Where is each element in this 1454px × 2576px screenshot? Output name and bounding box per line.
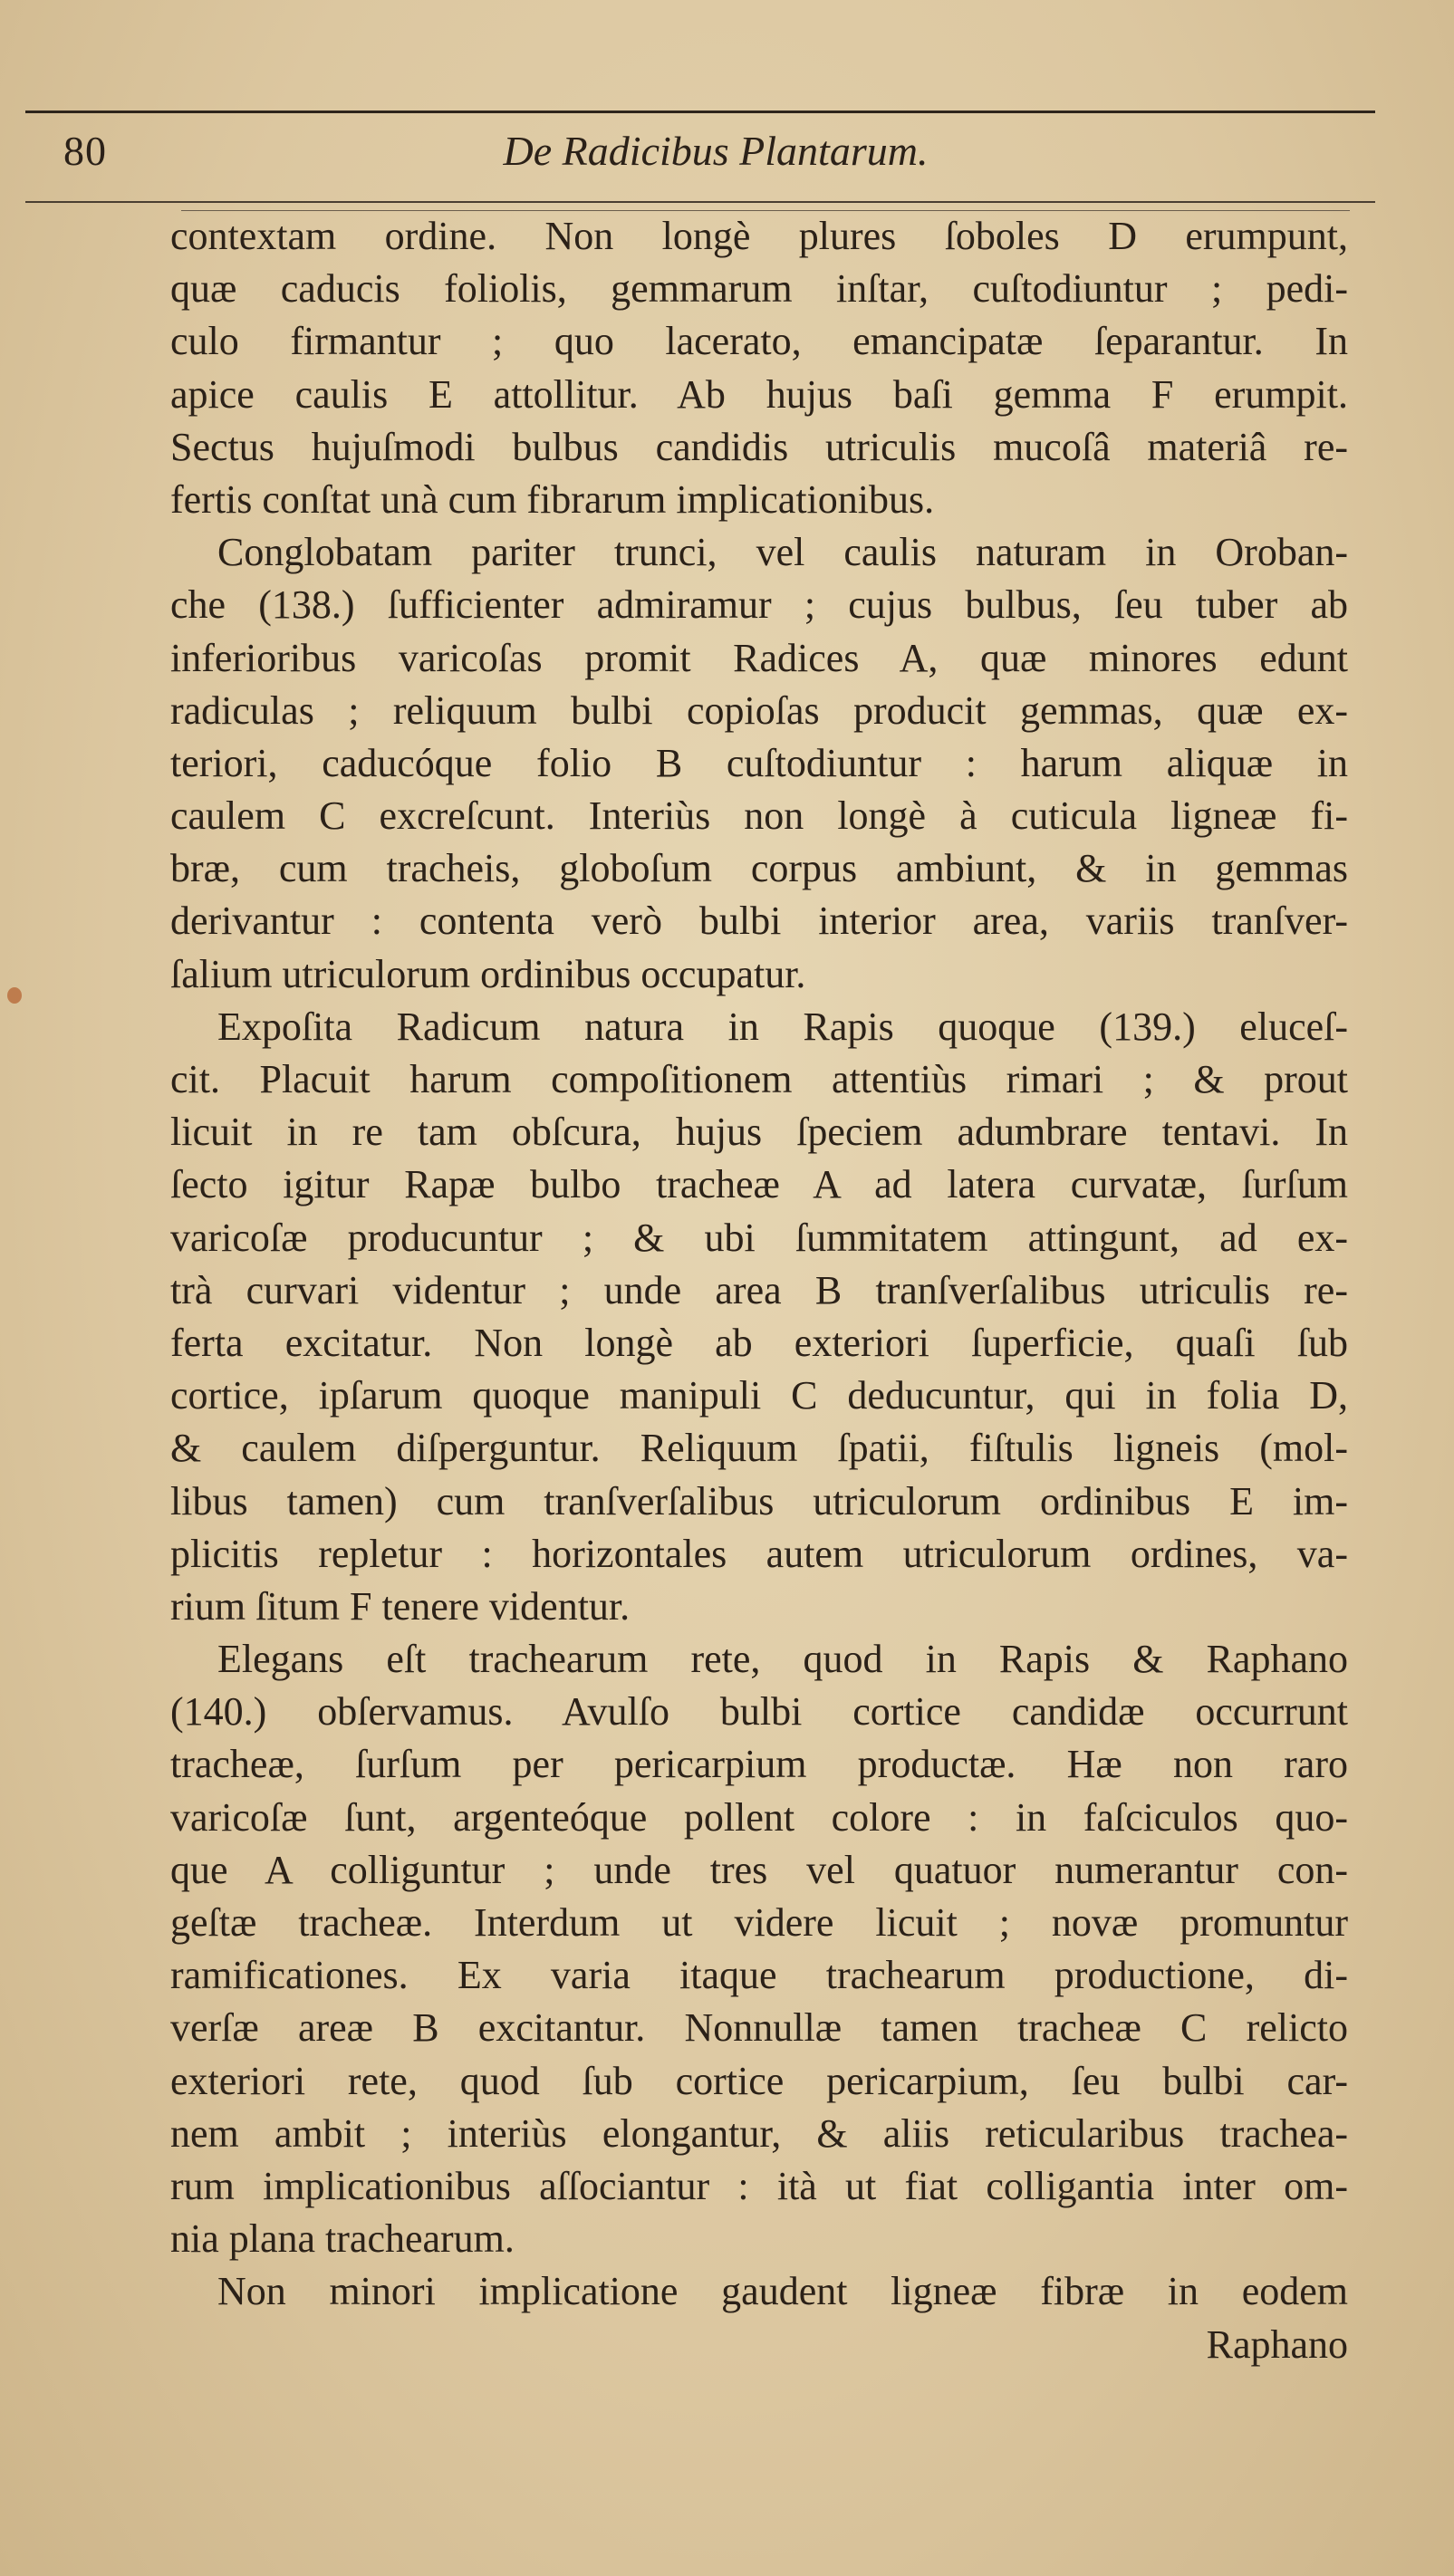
text-line: rium ſitum F tenere videntur. bbox=[170, 1583, 631, 1629]
text-line: ferta excitatur. Non longè ab exteriori ſuperficie, quaſi ſub bbox=[170, 1320, 1348, 1365]
body-text bbox=[170, 210, 1348, 2371]
text-line: (140.) obſervamus. Avulſo bulbi cortice candidæ occurrunt bbox=[170, 1689, 1348, 1735]
text-line: teriori, caducóque folio B cuſtodiuntur : harum aliquæ in bbox=[170, 740, 1348, 785]
text-line: varicoſæ producuntur ; & ubi ſummitatem attingunt, ad ex- bbox=[170, 1215, 1348, 1260]
text-line: geſtæ tracheæ. Interdum ut videre licuit ; novæ promuntur bbox=[170, 1900, 1348, 1945]
text-line: exteriori rete, quod ſub cortice pericarpium, ſeu bulbi car- bbox=[170, 2058, 1348, 2103]
text-line: che (138.) ſufficienter admiramur ; cujus bulbus, ſeu tuber ab bbox=[170, 582, 1348, 628]
text-line: trà curvari videntur ; unde area B tranſverſalibus utriculis re- bbox=[170, 1267, 1348, 1312]
paragraph-start: Conglobatam pariter trunci, vel caulis naturam in Oroban- bbox=[217, 530, 1348, 575]
text-line: culo firmantur ; quo lacerato, emancipatæ ſeparantur. In bbox=[170, 319, 1348, 364]
running-title: De Radicibus Plantarum. bbox=[503, 128, 929, 174]
text-line: licuit in re tam obſcura, hujus ſpeciem adumbrare tentavi. In bbox=[170, 1110, 1348, 1155]
text-line: plicitis repletur : horizontales autem utriculorum ordines, va- bbox=[170, 1531, 1348, 1576]
text-line: radiculas ; reliquum bulbi copioſas producit gemmas, quæ ex- bbox=[170, 687, 1348, 733]
text-line: varicoſæ ſunt, argenteóque pollent colore : in faſciculos quo- bbox=[170, 1794, 1348, 1840]
text-line: bræ, cum tracheis, globoſum corpus ambiunt, & in gemmas bbox=[170, 846, 1348, 891]
header-rule-bottom bbox=[25, 201, 1375, 203]
paragraph-start: Expoſita Radicum natura in Rapis quoque (139.) eluceſ- bbox=[217, 1004, 1348, 1049]
text-line: caulem C excreſcunt. Interiùs non longè à cuticula ligneæ fi- bbox=[170, 793, 1348, 839]
paper-stain bbox=[7, 987, 22, 1004]
text-line: cit. Placuit harum compoſitionem attentiùs rimari ; & prout bbox=[170, 1057, 1348, 1101]
text-line: nem ambit ; interiùs elongantur, & aliis reticularibus trachea- bbox=[170, 2110, 1348, 2156]
page-number: 80 bbox=[63, 128, 107, 174]
catchword: Raphano bbox=[1206, 2321, 1348, 2367]
text-line: ſalium utriculorum ordinibus occupatur. bbox=[170, 951, 806, 996]
text-line: cortice, ipſarum quoque manipuli C deducuntur, qui in folia D, bbox=[170, 1373, 1348, 1418]
text-line: nia plana trachearum. bbox=[170, 2216, 515, 2262]
text-line: derivantur : contenta verò bulbi interior area, variis tranſver- bbox=[170, 899, 1348, 944]
text-line: ſecto igitur Rapæ bulbo tracheæ A ad latera curvatæ, ſurſum bbox=[170, 1162, 1348, 1207]
text-line: ramificationes. Ex varia itaque trachearum productione, di- bbox=[170, 1953, 1348, 1998]
paragraph-start: Elegans eſt trachearum rete, quod in Rapis & Raphano bbox=[217, 1637, 1348, 1682]
text-line: tracheæ, ſurſum per pericarpium productæ. Hæ non raro bbox=[170, 1742, 1348, 1787]
text-line: que A colliguntur ; unde tres vel quatuor numerantur con- bbox=[170, 1847, 1348, 1892]
text-line: rum implicationibus aſſociantur : ità ut fiat colligantia inter om- bbox=[170, 2163, 1348, 2208]
text-line: libus tamen) cum tranſverſalibus utriculorum ordinibus E im- bbox=[170, 1478, 1348, 1523]
header-rule-top bbox=[25, 111, 1375, 113]
text-line: & caulem diſperguntur. Reliquum ſpatii, fiſtulis ligneis (mol- bbox=[170, 1426, 1348, 1471]
text-line: contextam ordine. Non longè plures ſoboles D erumpunt, bbox=[170, 214, 1348, 258]
text-line: inferioribus varicoſas promit Radices A, quæ minores edunt bbox=[170, 635, 1348, 680]
text-line: fertis conſtat unà cum fibrarum implicationibus. bbox=[170, 476, 935, 522]
text-line: quæ caducis foliolis, gemmarum inſtar, cuſtodiuntur ; pedi- bbox=[170, 266, 1348, 312]
text-line: Sectus hujuſmodi bulbus candidis utriculis mucoſâ materiâ re- bbox=[170, 424, 1348, 469]
text-line: verſæ areæ B excitantur. Nonnullæ tamen tracheæ C relicto bbox=[170, 2005, 1348, 2051]
text-line: apice caulis E attollitur. Ab hujus baſi gemma F erumpit. bbox=[170, 371, 1348, 417]
paragraph-start: Non minori implicatione gaudent ligneæ fibræ in eodem bbox=[217, 2269, 1348, 2314]
page-header bbox=[63, 127, 1368, 190]
